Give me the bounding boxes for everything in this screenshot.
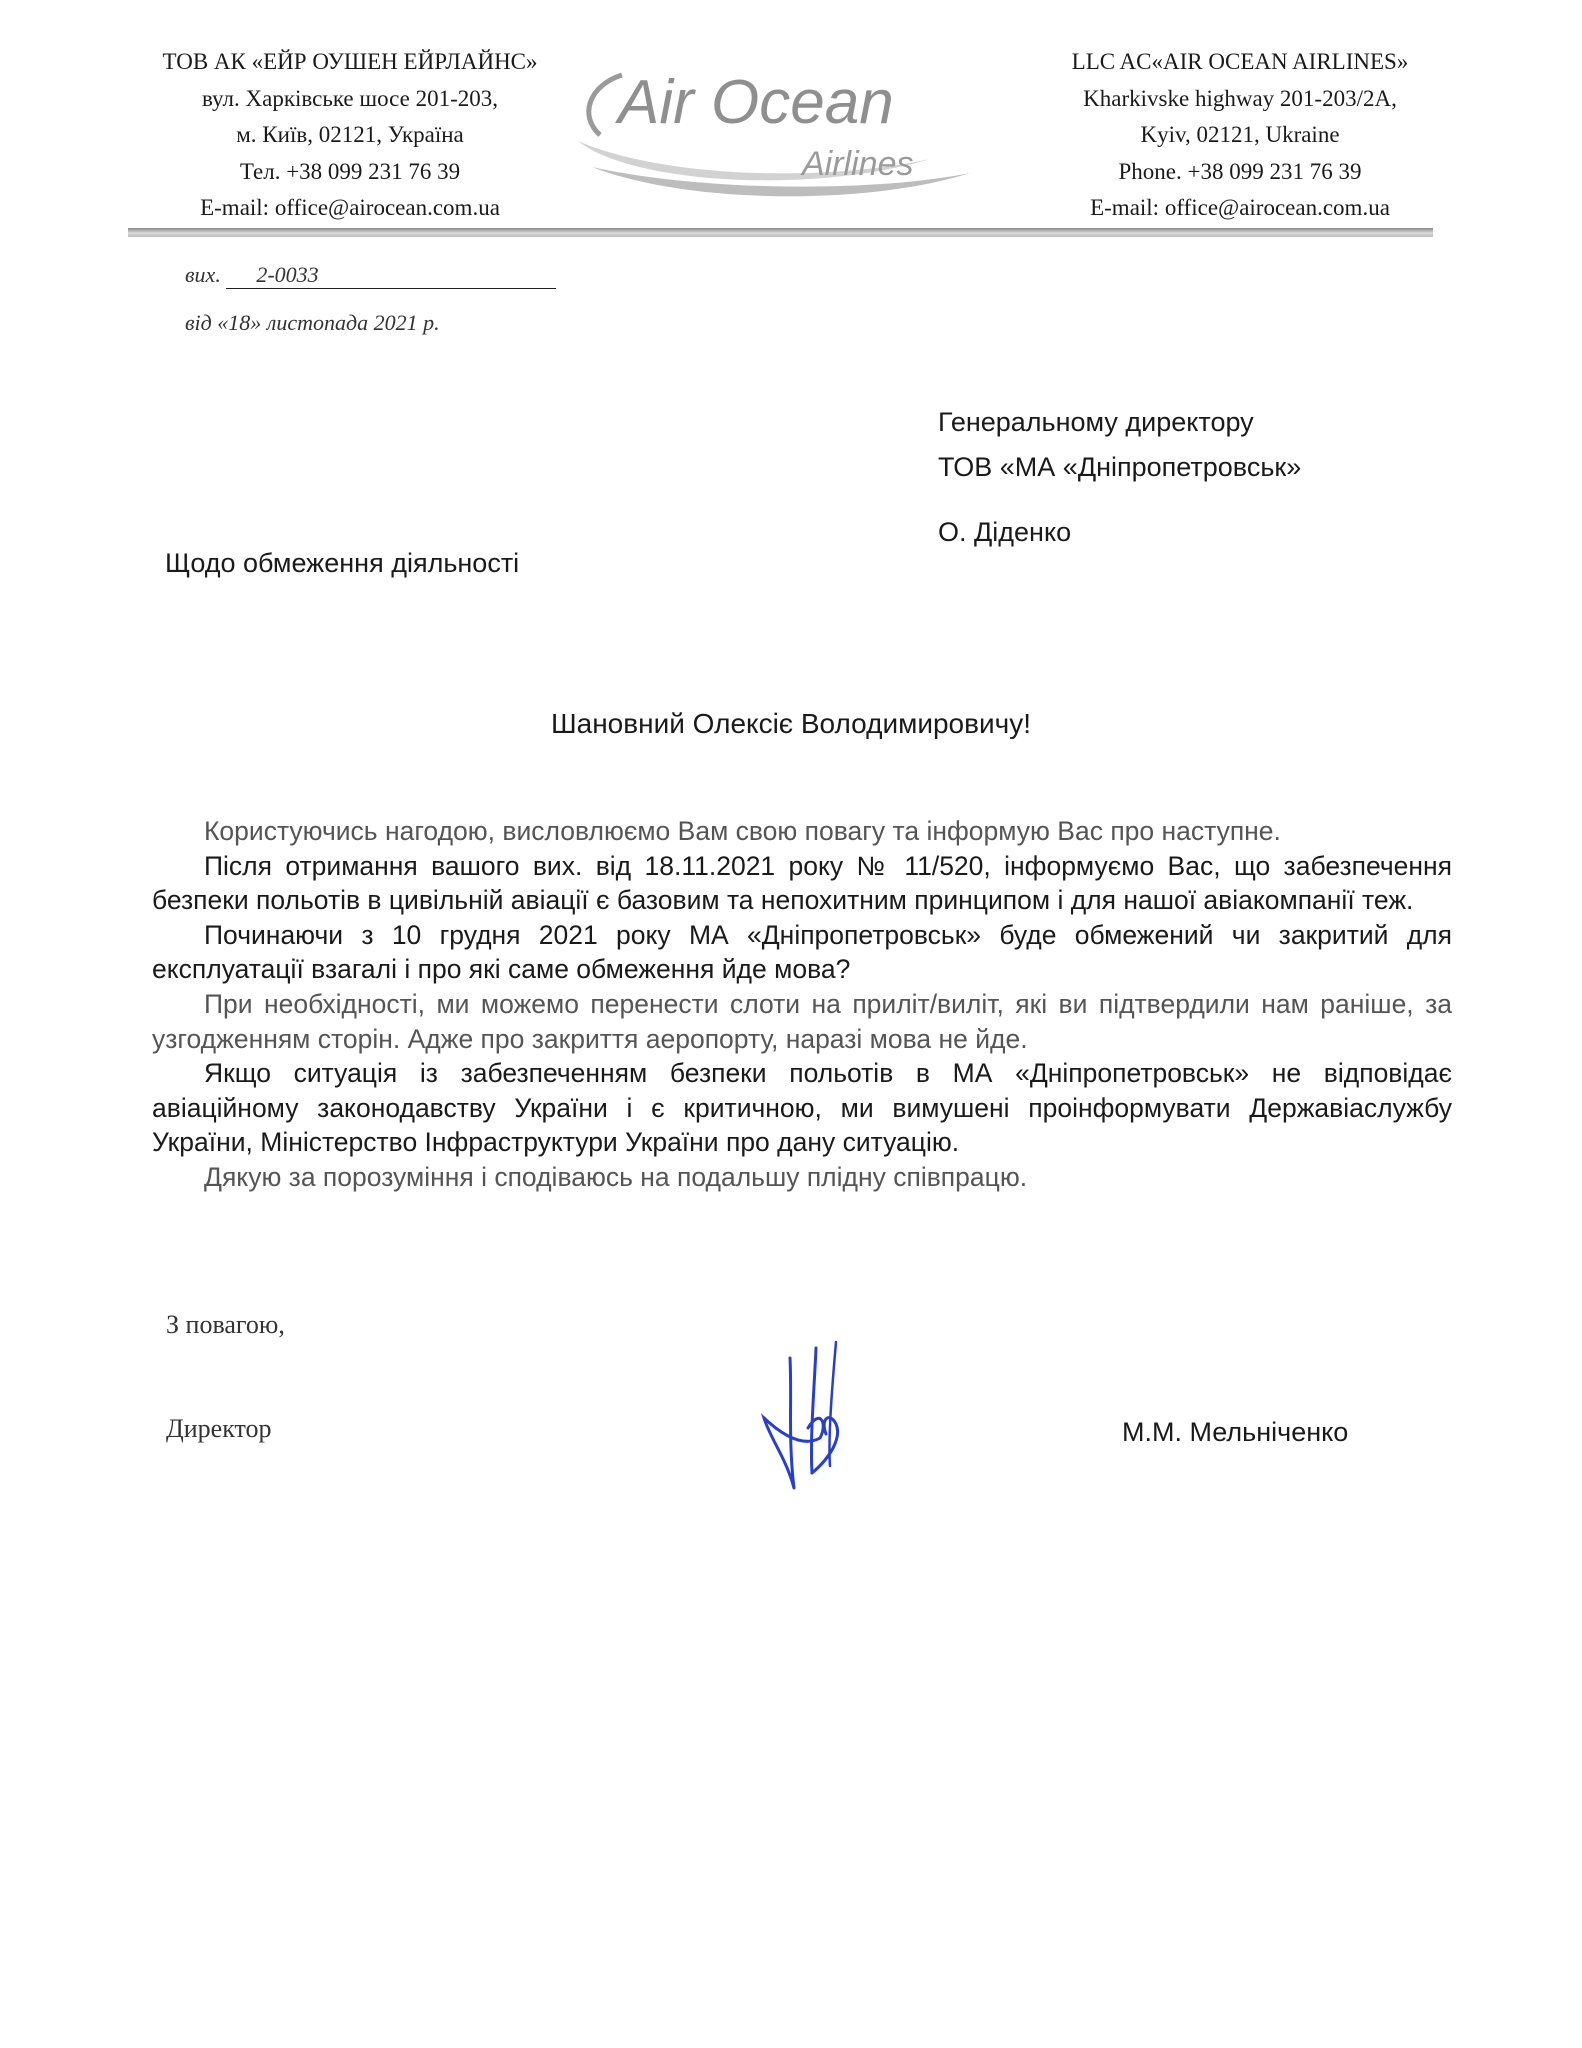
addressee-position: Генеральному директору [938,407,1254,437]
body-paragraph: Після отримання вашого вих. від 18.11.2021 року № 11/520, інформуємо Вас, що забезпечення безпеки польотів в цивільній авіації є базовим та непохитним принципом і для нашої авіакомпанії теж. [152,850,1452,916]
body-paragraph: Дякую за порозуміння і сподіваюсь на подальшу плідну співпрацю. [204,1161,1028,1192]
address-city-en: Kyiv, 02121, Ukraine [1140,122,1340,147]
outgoing-reference [185,262,556,289]
address-street-ua: вул. Харківське шосе 201-203, [201,85,499,111]
outgoing-label: вих. [185,262,221,287]
body-paragraph: Починаючи з 10 грудня 2021 року МА «Дніпропетровськ» буде обмежений чи закритий для експлуатації взагалі і про які саме обмеження йде мова? [152,919,1452,985]
phone-en: Phone. +38 099 231 76 39 [1118,158,1362,184]
handwritten-signature [750,1338,870,1498]
letterhead-ukrainian [110,44,590,227]
address-city-ua: м. Київ, 02121, Україна [236,122,464,147]
svg-text:Air Ocean: Air Ocean [618,68,894,137]
company-name-en: LLC AC«AIR OCEAN AIRLINES» [1071,49,1409,74]
addressee-name: О. Діденко [938,517,1072,547]
header-divider [128,228,1433,237]
body-paragraph: Якщо ситуація із забезпеченням безпеки польотів в МА «Дніпропетровськ» не відповідає авіаційному законодавству України і є критичною, ми вимушені проінформувати Державіаслужбу України, Міністерство Інфраструктури України про дану ситуацію. [152,1058,1452,1158]
outgoing-number: 2-0033 [226,262,556,289]
salutation: Шановний Олексіє Володимировичу! [550,708,1032,739]
signer-position: Директор [166,1414,272,1443]
company-name-ua: ТОВ АК «ЕЙР ОУШЕН ЕЙРЛАЙНС» [162,49,538,74]
email-ua: E-mail: office@airocean.com.ua [200,195,500,220]
closing-regards: З повагою, [166,1310,285,1339]
addressee-block [938,400,1301,555]
body-paragraph: При необхідності, ми можемо перенести слоти на приліт/виліт, які ви підтвердили нам раніше, за узгодженням сторін. Адже про закриття аеропорту, наразі мова не йде. [152,988,1452,1054]
letter-body [152,814,1452,1195]
outgoing-date: від «18» листопада 2021 р. [185,310,440,335]
letterhead-english [990,44,1490,227]
body-paragraph: Користуючись нагодою, висловлюємо Вам свою повагу та інформую Вас про наступне. [204,816,1281,846]
phone-ua: Тел. +38 099 231 76 39 [239,158,461,184]
letter-subject: Щодо обмеження діяльності [165,548,520,578]
signer-name: М.М. Мельніченко [1122,1417,1349,1447]
svg-text:Airlines: Airlines [802,145,914,183]
air-ocean-logo [570,55,990,205]
addressee-company: ТОВ «МА «Дніпропетровськ» [938,452,1302,482]
email-en: E-mail: office@airocean.com.ua [1090,195,1390,220]
address-street-en: Kharkivske highway 201-203/2A, [1083,85,1397,111]
